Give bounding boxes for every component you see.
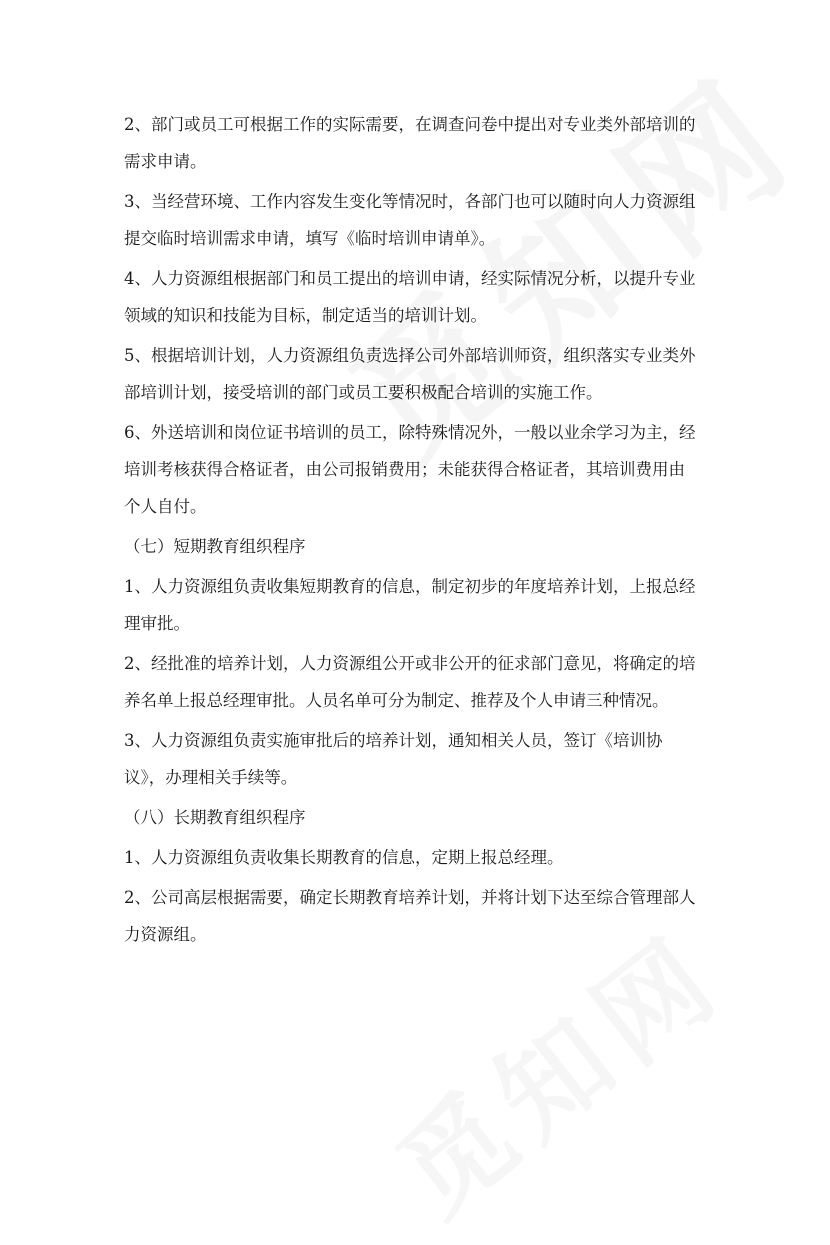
text-line: 3、人力资源组负责实施审批后的培养计划，通知相关人员，签订《培训协: [124, 731, 663, 750]
paragraph-long-1: [124, 839, 724, 876]
text-line: 培训考核获得合格证者，由公司报销费用；未能获得合格证者，其培训费用由: [124, 460, 685, 479]
text-line: 2、经批准的培养计划，人力资源组公开或非公开的征求部门意见，将确定的培: [124, 654, 696, 673]
heading-line: （八）长期教育组织程序: [124, 808, 306, 827]
text-line: 4、人力资源组根据部门和员工提出的培训申请，经实际情况分析，以提升专业: [124, 269, 696, 288]
paragraph-short-3: [124, 722, 724, 796]
text-line: 5、根据培训计划，人力资源组负责选择公司外部培训师资，组织落实专业类外: [124, 346, 696, 365]
text-line: 6、外送培训和岗位证书培训的员工，除特殊情况外，一般以业余学习为主，经: [124, 423, 696, 442]
paragraph-item-6-external: [124, 414, 724, 525]
text-line: 2、公司高层根据需要，确定长期教育培养计划，并将计划下达至综合管理部人: [124, 888, 696, 907]
text-line: 需求申请。: [124, 152, 207, 171]
section-heading-long-term: [124, 799, 724, 836]
paragraph-item-4-plan: [124, 260, 724, 334]
text-line: 理审批。: [124, 614, 190, 633]
text-line: 力资源组。: [124, 925, 207, 944]
text-line: 2、部门或员工可根据工作的实际需要，在调查问卷中提出对专业类外部培训的: [124, 115, 696, 134]
section-heading-short-term: [124, 528, 724, 565]
paragraph-item-2-demand: [124, 106, 724, 180]
paragraph-short-1: [124, 568, 724, 642]
paragraph-short-2: [124, 645, 724, 719]
text-line: 1、人力资源组负责收集短期教育的信息，制定初步的年度培养计划，上报总经: [124, 577, 696, 596]
text-line: 领域的知识和技能为目标，制定适当的培训计划。: [124, 306, 487, 325]
document-body: [124, 106, 724, 956]
paragraph-long-2: [124, 879, 724, 953]
text-line: 提交临时培训需求申请，填写《临时培训申请单》。: [124, 229, 496, 248]
text-line: 议》，办理相关手续等。: [124, 768, 298, 787]
text-line: 部培训计划，接受培训的部门或员工要积极配合培训的实施工作。: [124, 383, 603, 402]
text-line: 1、人力资源组负责收集长期教育的信息，定期上报总经理。: [124, 848, 564, 867]
text-line: 3、当经营环境、工作内容发生变化等情况时，各部门也可以随时向人力资源组: [124, 192, 696, 211]
text-line: 养名单上报总经理审批。人员名单可分为制定、推荐及个人申请三种情况。: [124, 691, 669, 710]
paragraph-item-5-trainers: [124, 337, 724, 411]
text-line: 个人自付。: [124, 497, 207, 516]
heading-line: （七）短期教育组织程序: [124, 537, 306, 556]
paragraph-item-3-temporary: [124, 183, 724, 257]
